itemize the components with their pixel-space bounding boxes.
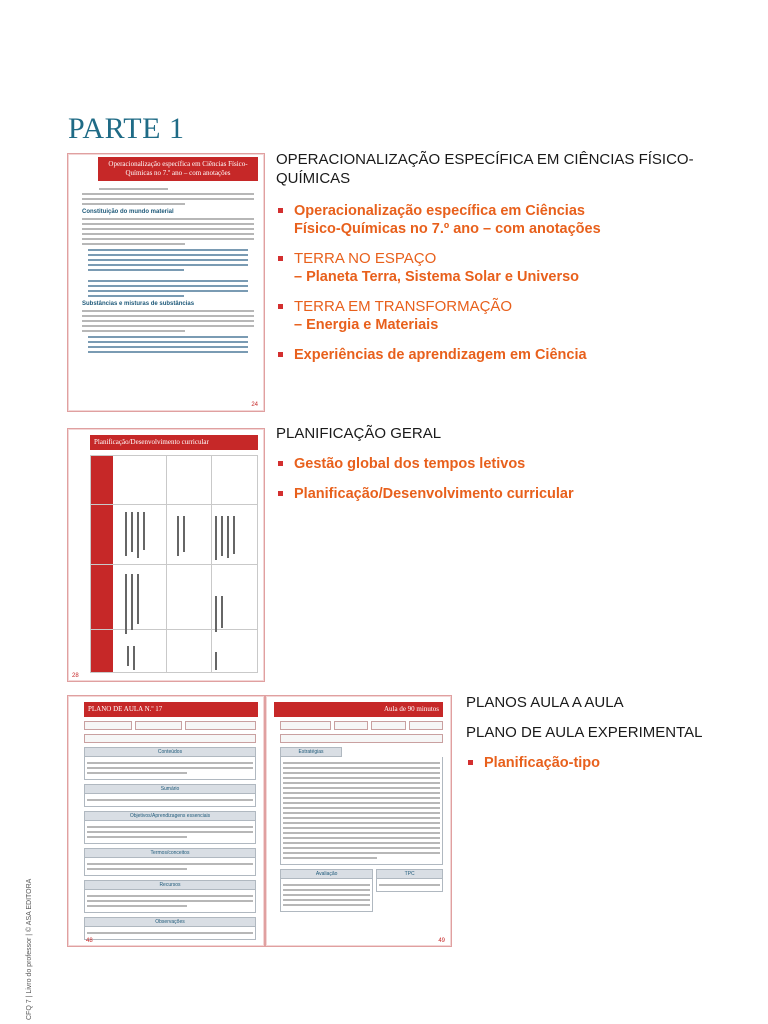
thumbnail-page-number: 49 [438,938,445,944]
footer-credit: CFQ 7 | Livro do professor | © ASA EDITORA [26,878,33,1020]
thumbnail-subheading: Substâncias e misturas de substâncias [82,301,195,307]
thumbnail-box: TPC [376,869,443,879]
thumbnail-page-number: 24 [251,402,258,408]
thumbnail-box: Avaliação [280,869,373,879]
section-heading: PLANO DE AULA EXPERIMENTAL [466,724,703,741]
thumbnail-aula-90-minutos [265,695,452,947]
thumbnail-box: Objetivos/Aprendizagens essenciais [84,811,256,821]
thumbnail-header: Aula de 90 minutos [274,702,443,717]
section-heading: PLANOS AULA A AULA [466,694,624,711]
list-item: TERRA NO ESPAÇO – Planeta Terra, Sistema Solar e Universo [276,250,716,286]
list-item: TERRA EM TRANSFORMAÇÃO – Energia e Materiais [276,298,716,334]
operacionalizacao-list [276,202,716,364]
thumbnail-box: Termos/conceitos [84,848,256,858]
thumbnail-header: Operacionalização específica em Ciências Físico-Químicas no 7.º ano – com anotações [98,157,258,181]
thumbnail-page-number: 48 [86,938,93,944]
section-heading: PLANIFICAÇÃO GERAL [276,425,442,442]
section-planificacao-geral [276,424,716,515]
page-title: PARTE 1 [68,112,185,145]
thumbnail-header: Planificação/Desenvolvimento curricular [90,435,258,450]
list-item: Planificação/Desenvolvimento curricular [276,485,716,503]
list-item: Operacionalização específica em Ciências Físico-Químicas no 7.º ano – com anotações [276,202,716,238]
thumbnail-box: Estratégias [280,747,342,757]
list-item: Planificação-tipo [466,754,756,772]
section-operacionalizacao [276,150,716,376]
thumbnail-header: PLANO DE AULA N.º 17 [84,702,258,717]
planos-list [466,754,756,772]
thumbnail-operacionalizacao [67,153,265,412]
thumbnail-planificacao [67,428,265,682]
section-heading: OPERACIONALIZAÇÃO ESPECÍFICA EM CIÊNCIAS FÍSICO-QUÍMICAS [276,151,694,187]
list-item: Experiências de aprendizagem em Ciência [276,346,716,364]
thumbnail-box: Recursos [84,880,256,890]
thumbnail-page-number: 28 [72,673,79,679]
planificacao-list [276,455,716,503]
list-item: Gestão global dos tempos letivos [276,455,716,473]
thumbnail-box: Conteúdos [84,747,256,757]
thumbnail-box: Observações [84,917,256,927]
thumbnail-subheading: Constituição do mundo material [82,209,174,215]
section-planos-aula [466,693,756,784]
thumbnail-box: Sumário [84,784,256,794]
thumbnail-plano-aula [67,695,265,947]
